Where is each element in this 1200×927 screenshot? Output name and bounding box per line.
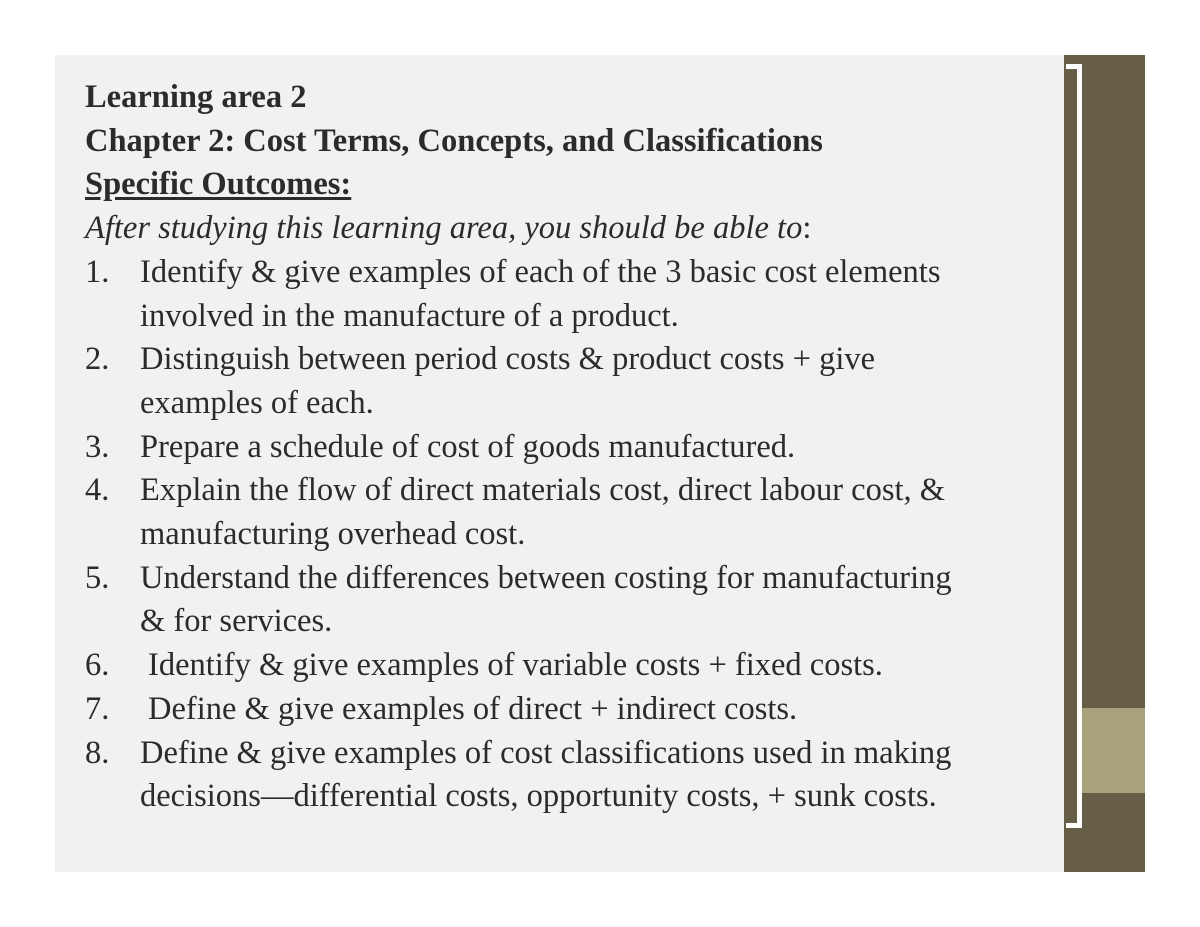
outcome-item-6 bbox=[85, 644, 1060, 688]
outcome-item-8 bbox=[85, 732, 1060, 819]
outcome-text: Understand the differences between costing for manufacturing & for services. bbox=[140, 559, 952, 640]
outcome-number: 6. bbox=[85, 647, 110, 684]
outcome-item-1 bbox=[85, 251, 1060, 338]
outcome-item-2 bbox=[85, 338, 1060, 425]
intro-colon: : bbox=[802, 210, 812, 247]
outcome-number: 1. bbox=[85, 253, 110, 290]
outcome-text: Define & give examples of cost classifications used in making decisions—differential costs, opportunity costs, + sunk costs. bbox=[140, 734, 952, 815]
outcome-item-7 bbox=[85, 688, 1060, 732]
outcome-number: 4. bbox=[85, 472, 110, 509]
outcome-number: 2. bbox=[85, 341, 110, 378]
outcome-text: Explain the flow of direct materials cost, direct labour cost, & manufacturing overhead cost. bbox=[140, 472, 946, 553]
learning-area-title: Learning area 2 bbox=[85, 79, 307, 115]
outcome-item-5 bbox=[85, 557, 1060, 644]
outcome-number: 5. bbox=[85, 559, 110, 596]
outcome-number: 3. bbox=[85, 428, 110, 465]
slide-content bbox=[85, 76, 1060, 819]
intro-text: After studying this learning area, you should be able to bbox=[85, 210, 803, 247]
outcome-text: Distinguish between period costs & product costs + give examples of each. bbox=[140, 341, 876, 421]
chapter-title: Chapter 2: Cost Terms, Concepts, and Classifications bbox=[85, 122, 823, 159]
side-bar-accent bbox=[1082, 708, 1145, 793]
specific-outcomes-heading: Specific Outcomes: bbox=[85, 166, 352, 203]
outcome-text: Identify & give examples of variable costs + fixed costs. bbox=[148, 647, 883, 684]
outcome-text: Prepare a schedule of cost of goods manufactured. bbox=[140, 428, 796, 465]
outcome-text: Define & give examples of direct + indirect costs. bbox=[148, 690, 798, 727]
outcome-item-4 bbox=[85, 469, 1060, 556]
outcome-item-3 bbox=[85, 426, 1060, 470]
outcomes-list bbox=[85, 251, 1060, 819]
outcome-number: 8. bbox=[85, 734, 110, 771]
outcome-text: Identify & give examples of each of the 3 basic cost elements involved in the manufacture of a product. bbox=[140, 253, 941, 334]
bracket-decoration bbox=[1066, 64, 1082, 828]
outcome-number: 7. bbox=[85, 690, 110, 727]
intro-line bbox=[85, 207, 1060, 251]
